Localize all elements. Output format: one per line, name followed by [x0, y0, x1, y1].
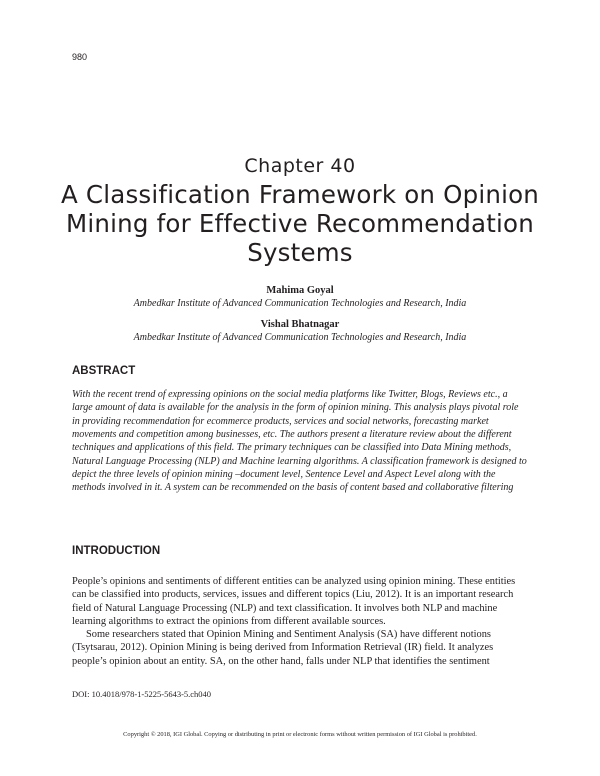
author-name: Mahima Goyal: [266, 285, 334, 296]
page-number: 980: [72, 52, 88, 62]
doi: DOI: 10.4018/978-1-5225-5643-5.ch040: [72, 689, 212, 699]
author-name: Vishal Bhatnagar: [260, 319, 340, 330]
introduction-body: [72, 575, 528, 668]
abstract-heading: ABSTRACT: [72, 365, 136, 377]
copyright-notice: Copyright © 2018, IGI Global. Copying or distributing in print or electronic forms without written permission of IGI Global is prohibited.: [123, 731, 477, 738]
author-affiliation: Ambedkar Institute of Advanced Communication Technologies and Research, India: [133, 332, 467, 343]
introduction-heading: INTRODUCTION: [72, 545, 161, 557]
paragraph: People’s opinions and sentiments of different entities can be analyzed using opinion mining. These entities can be classified into products, services, issues and different topics (Liu, 2012). It is an important research field of Natural Language Processing (NLP) and text classification. It involves both NLP and machine learning algorithms to extract the opinions from different available sources.: [72, 576, 516, 627]
chapter-label: Chapter 40: [244, 155, 356, 177]
author-block-2: [0, 318, 600, 344]
chapter-title: A Classification Framework on Opinion Mining for Effective Recommendation Systems: [60, 180, 540, 267]
author-block-1: [0, 284, 600, 310]
paragraph: Some researchers stated that Opinion Mining and Sentiment Analysis (SA) have different notions (Tsytsarau, 2012). Opinion Mining is being derived from Information Retrieval (IR) field. It analyzes people’s opinion about an entity. SA, on the other hand, falls under NLP that identifies the sentiment: [72, 629, 494, 667]
author-affiliation: Ambedkar Institute of Advanced Communication Technologies and Research, India: [133, 298, 467, 309]
abstract-text: With the recent trend of expressing opinions on the social media platforms like Twitter, Blogs, Reviews etc., a large amount of data is available for the analysis in the form of opinion mining. This analysis plays pivotal role in providing recommendation for ecommerce products, services and social networks, forecasting market movements and competition among businesses, etc. The authors present a literature review about the different techniques and applications of this field. The primary techniques can be classified into Data Mining methods, Natural Language Processing (NLP) and Machine learning algorithms. A classification framework is designed to depict the three levels of opinion mining –document level, Sentence Level and Aspect Level along with the methods involved in it. A system can be recommended on the basis of content based and collaborative filtering: [72, 389, 527, 494]
